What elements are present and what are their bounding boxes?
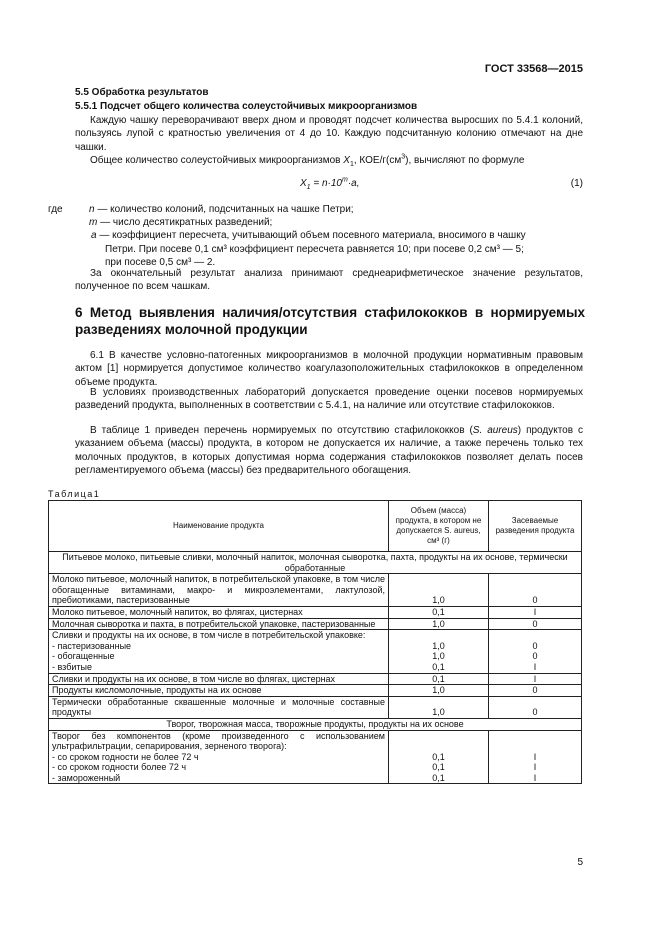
product-volume: 1,0 — [389, 574, 489, 607]
table-row — [49, 685, 582, 697]
paragraph-6-1: 6.1 В качестве условно-патогенных микроорганизмов в молочной продукции нормативным правовым актом [1] нормируется допустимое количество коагулазоположительных стафилококков в определенном объеме продукта. — [75, 350, 583, 388]
legend-key-m: m — [89, 217, 98, 229]
curd-dilution: I — [533, 751, 537, 762]
group-curd: Творог, творожная масса, творожные продукты, продукты на их основе — [49, 718, 582, 730]
product-name: Молоко питьевое, молочный напиток, во флягах, цистернах — [49, 606, 389, 618]
section-5-5-title: 5.5 Обработка результатов — [75, 87, 209, 98]
legend-row-m — [48, 216, 588, 229]
table-row — [49, 574, 582, 607]
page-number: 5 — [577, 857, 583, 868]
table-row — [49, 618, 582, 630]
document-code: ГОСТ 33568—2015 — [484, 63, 583, 75]
product-name-curd — [49, 730, 389, 784]
cream-volume: 0,1 — [432, 661, 445, 672]
paragraph-6-1-labs: В условиях производственных лабораторий допускается проведение оценки посевов нормируемых разведений продукта, выполненных в соответствии с 5.4.1, на наличие или отсутствие стафилококков. — [75, 387, 583, 412]
legend-text-n: — количество колоний, подсчитанных на чашке Петри; — [97, 204, 354, 215]
legend-where-label: где — [48, 204, 63, 215]
curd-dilution: I — [533, 772, 537, 783]
curd-volume: 0,1 — [432, 762, 445, 773]
table-row-cream — [49, 630, 582, 673]
group-drinking-milk: Питьевое молоко, питьевые сливки, молочный напиток, молочная сыворотка, пахта, продукты на их основе, термически обработанные — [49, 552, 582, 574]
table-row — [49, 606, 582, 618]
header-volume: Объем (масса) продукта, в котором не допускается S. aureus, см³ (г) — [389, 501, 489, 552]
table-group-row — [49, 552, 582, 574]
header-product-name: Наименование продукта — [49, 501, 389, 552]
product-volume: 1,0 — [389, 696, 489, 718]
cream-volume: 1,0 — [432, 640, 445, 651]
table-row-curd — [49, 730, 582, 784]
product-name: Сливки и продукты на их основе, в том числе во флягах, цистернах — [49, 673, 389, 685]
legend-text-m: — число десятикратных разведений; — [100, 217, 273, 229]
product-dilution: I — [489, 606, 582, 618]
curd-volume: 0,1 — [432, 772, 445, 783]
table-header-row — [49, 501, 582, 552]
product-volume-cream — [389, 630, 489, 673]
product-name: Продукты кисломолочные, продукты на их основе — [49, 685, 389, 697]
cream-dilution: I — [533, 661, 537, 672]
legend-row-n — [48, 203, 588, 216]
legend-text-a: — коэффициент пересчета, учитывающий объем посевного материала, вносимого в чашку — [99, 230, 526, 242]
product-dilution: I — [489, 673, 582, 685]
product-volume: 1,0 — [389, 685, 489, 697]
product-dilution: 0 — [489, 696, 582, 718]
paragraph-6-1-table-intro: В таблице 1 приведен перечень нормируемых по отсутствию стафилококков (S. aureus) продуктов с указанием объема (массы) продукта, в котором не допускается их наличие, а также перечень только тех молочных продуктов, в которых допустимая норма содержания стафилококков позволяет делать посев регламентируемого объема (массы) без предварительного обогащения. — [75, 425, 584, 477]
cream-item: - пастеризованные — [52, 640, 132, 651]
curd-heading: Творог без компонентов (кроме произведенного с использованием ультрафильтрации, сепарирования, зерненого творога): — [52, 730, 385, 752]
product-volume: 0,1 — [389, 673, 489, 685]
product-volume: 1,0 — [389, 618, 489, 630]
paragraph-formula-intro: Общее количество солеустойчивых микроорганизмов $X_1$, КОЕ/$г(см^3)$, вычисляют по формуле — [90, 153, 525, 168]
product-volume-curd — [389, 730, 489, 784]
product-dilution-curd — [489, 730, 582, 784]
cream-dilution: 0 — [532, 651, 538, 662]
curd-volume: 0,1 — [432, 751, 445, 762]
section-6-title: 6 Метод выявления наличия/отсутствия стафилококков в нормируемых разведениях молочной продукции — [75, 305, 585, 337]
product-dilution: 0 — [489, 685, 582, 697]
paragraph-colony-count: Каждую чашку переворачивают вверх дном и проводят подсчет количества выросших по 5.4.1 колоний, пользуясь лупой с кратностью увеличения от 4 до 10. Каждую подсчитанную колонию отмечают на дне чашки. — [75, 115, 583, 153]
legend-key-n: n — [89, 204, 95, 215]
cream-item: - взбитые — [52, 661, 92, 672]
table-1-label: Таблица1 — [48, 489, 101, 499]
product-name: Термически обработанные сквашенные молочные и молочные составные продукты — [49, 696, 389, 718]
formula-legend — [48, 203, 588, 269]
product-name: Молочная сыворотка и пахта, в потребительской упаковке, пастеризованные — [49, 618, 389, 630]
table-1 — [48, 500, 582, 784]
section-5-5-1-title: 5.5.1 Подсчет общего количества солеустойчивых микроорганизмов — [75, 101, 418, 112]
paragraph-final-result: За окончательный результат анализа принимают среднеарифметическое значение результатов, полученное по всем чашкам. — [75, 268, 583, 293]
formula-number: (1) — [570, 178, 583, 189]
legend-key-a: a — [91, 230, 97, 242]
table-group-row — [49, 718, 582, 730]
product-dilution: 0 — [489, 618, 582, 630]
table-row — [49, 696, 582, 718]
cream-dilution: 0 — [532, 640, 538, 651]
legend-text-a-cont1: Петри. При посеве 0,1 см³ коэффициент пересчета равняется 10; при посеве 0,2 см³ — 5; — [105, 243, 524, 255]
product-name: Молоко питьевое, молочный напиток, в потребительской упаковке, в том числе обогащенные витаминами, макро- и микроэлементами, лактулозой, пребиотиками, пастеризованные — [49, 574, 389, 607]
legend-row-a — [48, 229, 588, 269]
curd-item: - замороженный — [52, 772, 121, 783]
product-dilution-cream — [489, 630, 582, 673]
cream-item: - обогащенные — [52, 651, 115, 662]
product-volume: 0,1 — [389, 606, 489, 618]
cream-heading: Сливки и продукты на их основе, в том числе в потребительской упаковке: — [52, 630, 366, 641]
curd-item: - со сроком годности не более 72 ч — [52, 751, 199, 762]
curd-item: - со сроком годности более 72 ч — [52, 762, 187, 773]
curd-dilution: I — [533, 762, 537, 773]
table-row — [49, 673, 582, 685]
product-name-cream — [49, 630, 389, 673]
header-dilution: Засеваемые разведения продукта — [489, 501, 582, 552]
cream-volume: 1,0 — [432, 651, 445, 662]
product-dilution: 0 — [489, 574, 582, 607]
formula-1: $X_1 = n\cdot 10^m\cdot a$, — [300, 176, 360, 191]
legend-text-a-cont2: при посеве 0,5 см³ — 2. — [105, 256, 216, 268]
